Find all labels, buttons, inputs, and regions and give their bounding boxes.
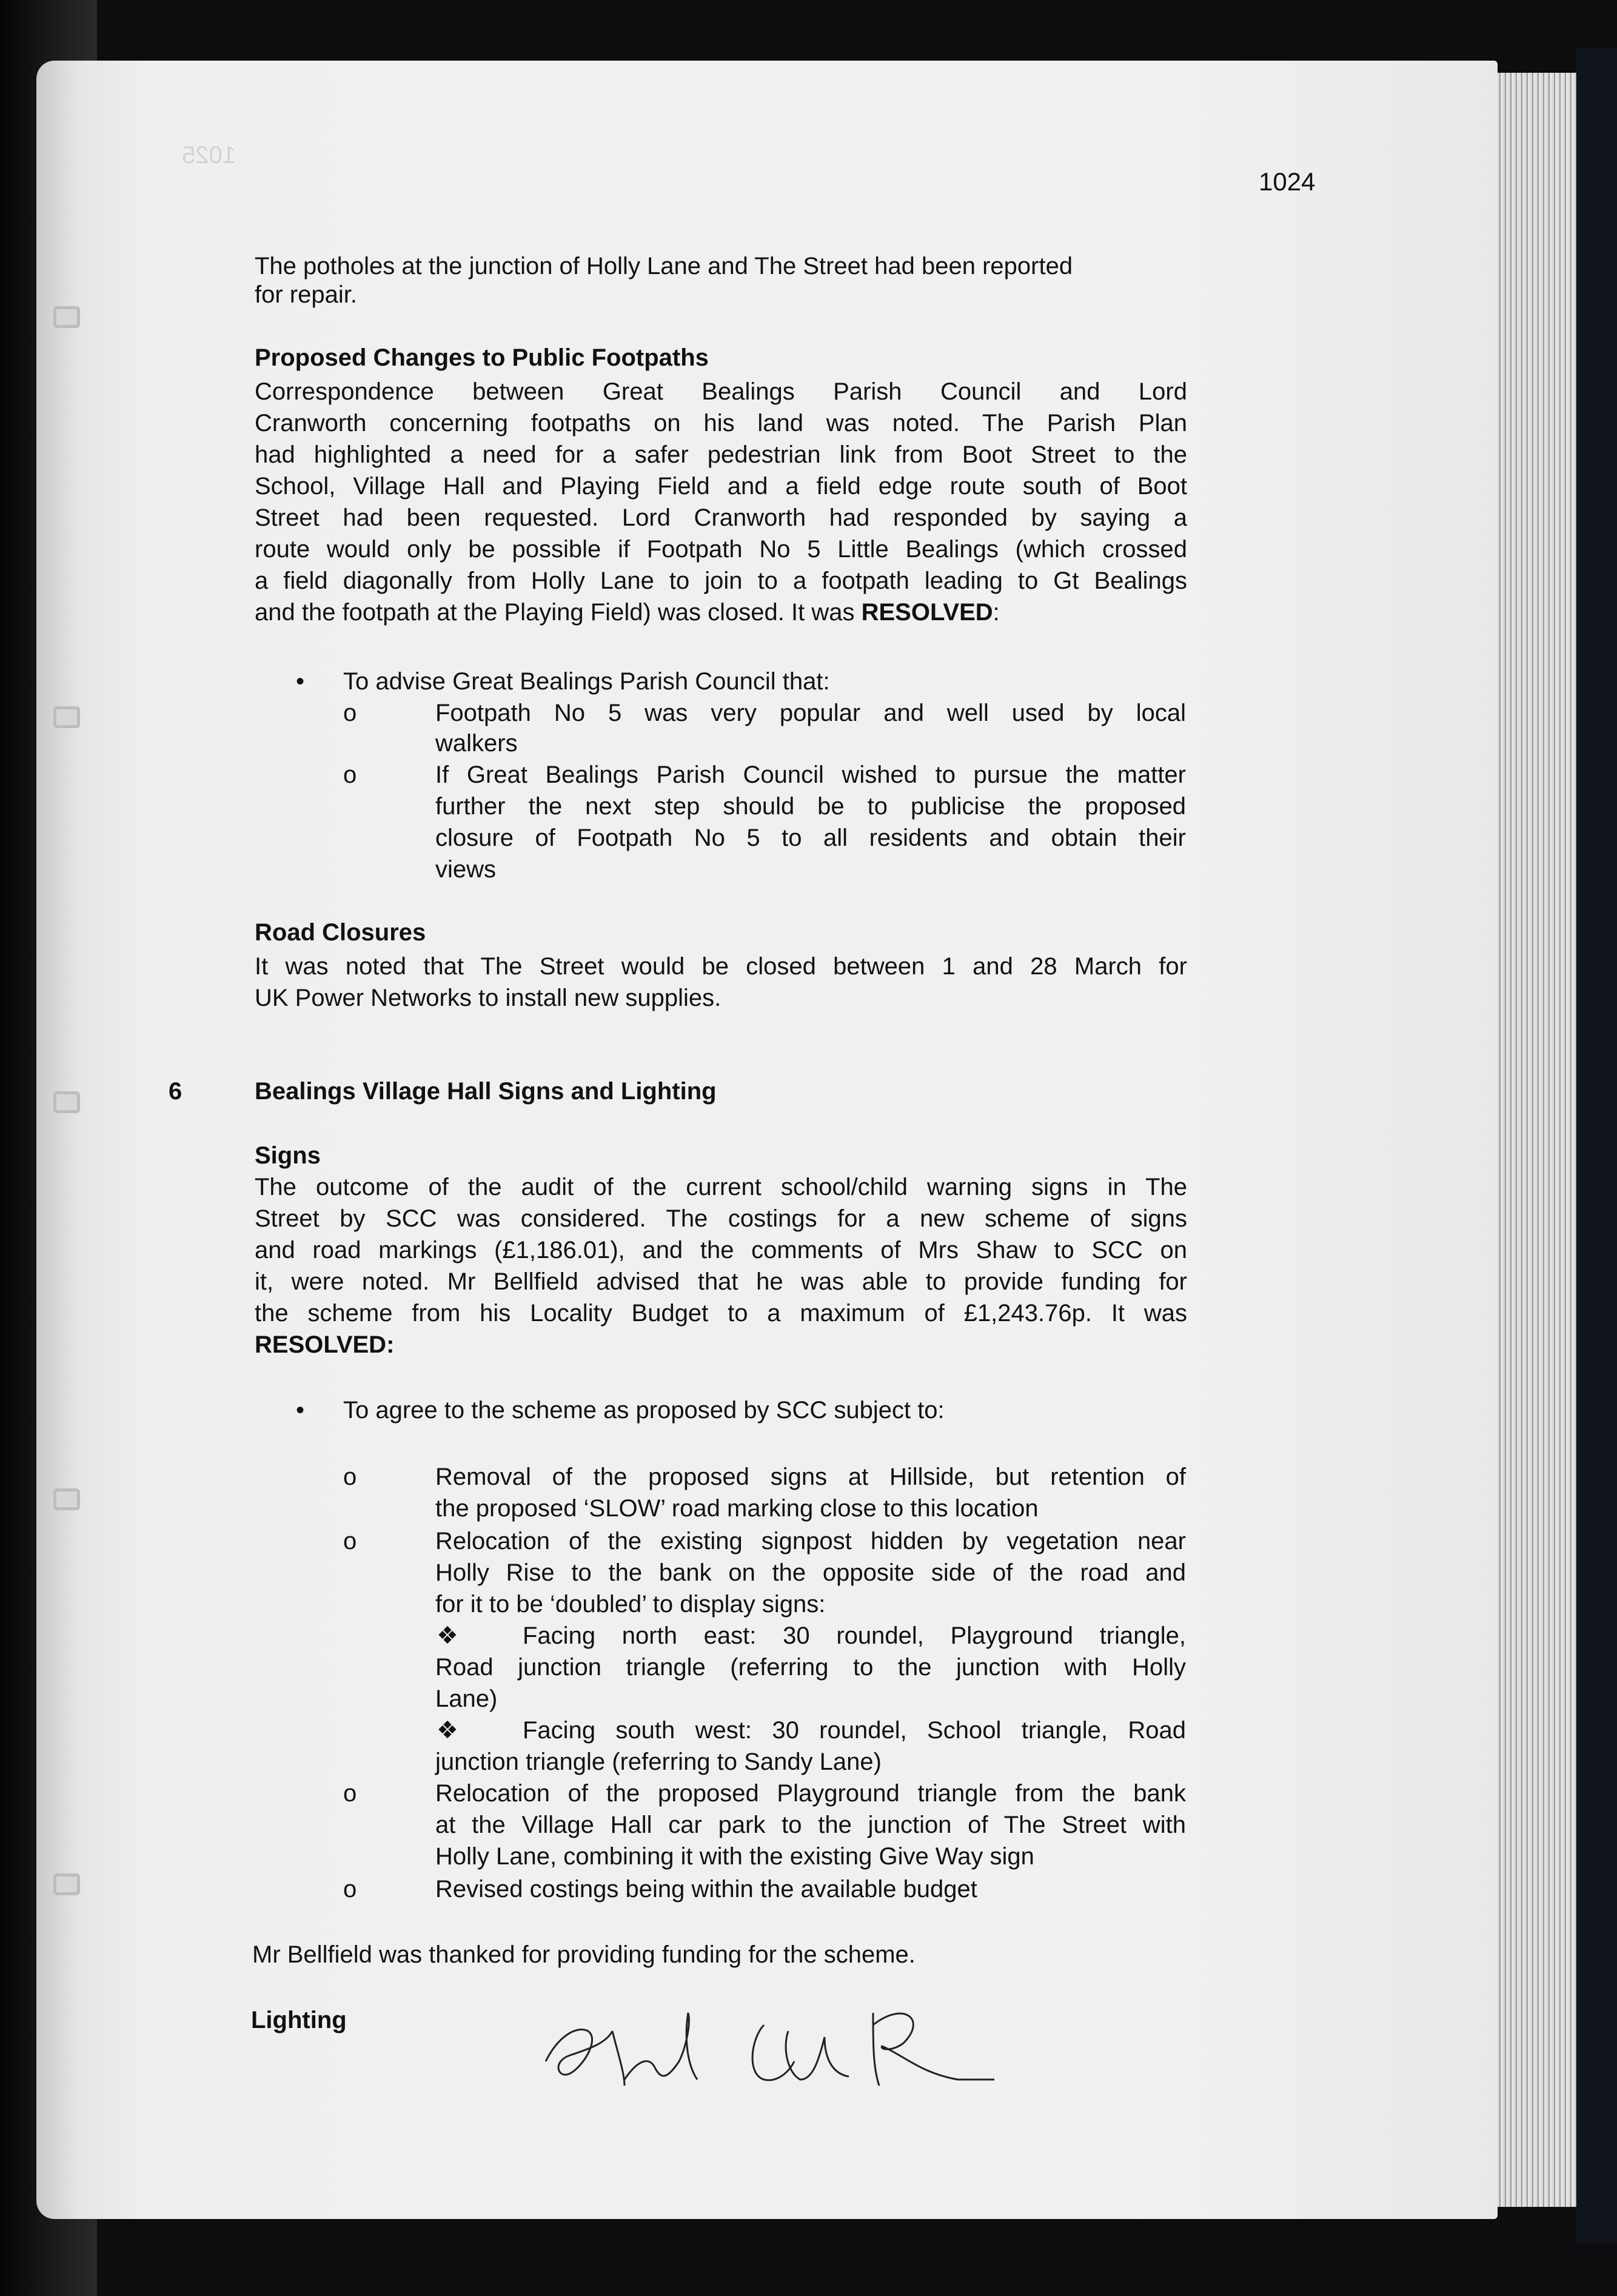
footpaths-heading: Proposed Changes to Public Footpaths <box>255 344 709 371</box>
footpaths-line: had highlighted a need for a safer pedestrian link from Boot Street to the <box>255 441 1187 468</box>
signs-line: and road markings (£1,186.01), and the comments of Mrs Shaw to SCC on <box>255 1237 1187 1263</box>
footpaths-sub-item: further the next step should be to publicise the proposed <box>435 793 1186 820</box>
road-closures-line: It was noted that The Street would be closed between 1 and 28 March for <box>255 953 1187 980</box>
signs-sub-item: the proposed ‘SLOW’ road marking close to this location <box>435 1495 1039 1522</box>
signs-line: the scheme from his Locality Budget to a maximum of £1,243.76p. It was <box>255 1300 1187 1327</box>
footpaths-line: route would only be possible if Footpath No 5 Little Bealings (which crossed <box>255 536 1187 563</box>
signature <box>534 1989 1067 2104</box>
circle-glyph: o <box>343 1780 357 1807</box>
circle-glyph: o <box>343 761 357 788</box>
signs-sub-item: Relocation of the proposed Playground triangle from the bank <box>435 1780 1186 1807</box>
circle-glyph: o <box>343 700 357 726</box>
diamond-glyph: ❖ <box>437 1622 458 1649</box>
footpaths-sub-item: Footpath No 5 was very popular and well used by local <box>435 700 1186 726</box>
thanks-line: Mr Bellfield was thanked for providing funding for the scheme. <box>252 1941 916 1968</box>
signs-resolved: RESOLVED: <box>255 1331 395 1358</box>
signs-sub-item: Holly Lane, combining it with the existing Give Way sign <box>435 1843 1034 1870</box>
signs-line: The outcome of the audit of the current school/child warning signs in The <box>255 1174 1187 1200</box>
footpaths-line: Correspondence between Great Bealings Parish Council and Lord <box>255 378 1187 405</box>
lighting-heading: Lighting <box>251 2007 347 2033</box>
bleed-page-number: 1025 <box>182 142 236 169</box>
footpaths-bullet: To advise Great Bealings Parish Council that: <box>343 668 830 695</box>
footpaths-sub-item: If Great Bealings Parish Council wished to pursue the matter <box>435 761 1186 788</box>
circle-glyph: o <box>343 1876 357 1903</box>
footpaths-resolved-line <box>255 597 1000 628</box>
intro-line: for repair. <box>255 281 357 308</box>
diamond-item: Road junction triangle (referring to the junction with Holly <box>435 1654 1186 1681</box>
signs-sub-item: Relocation of the existing signpost hidden by vegetation near <box>435 1528 1186 1555</box>
road-closures-line: UK Power Networks to install new supplies. <box>255 985 721 1011</box>
footpaths-sub-item: walkers <box>435 730 518 757</box>
signs-bullet: To agree to the scheme as proposed by SCC subject to: <box>343 1397 945 1424</box>
road-closures-heading: Road Closures <box>255 919 426 946</box>
signs-sub-item: Removal of the proposed signs at Hillside, but retention of <box>435 1464 1186 1490</box>
signs-sub-item: Revised costings being within the available budget <box>435 1876 977 1903</box>
signs-heading: Signs <box>255 1142 321 1169</box>
footpaths-line: a field diagonally from Holly Lane to join to a footpath leading to Gt Bealings <box>255 567 1187 594</box>
diamond-item: Facing north east: 30 roundel, Playground triangle, <box>523 1622 1186 1649</box>
circle-glyph: o <box>343 1528 357 1555</box>
item-number: 6 <box>169 1078 182 1105</box>
item-heading: Bealings Village Hall Signs and Lighting <box>255 1078 717 1105</box>
signs-sub-item: at the Village Hall car park to the junction of The Street with <box>435 1812 1186 1838</box>
footpaths-line: School, Village Hall and Playing Field and a field edge route south of Boot <box>255 473 1187 500</box>
footpaths-sub-item: views <box>435 856 497 883</box>
diamond-item: Facing south west: 30 roundel, School triangle, Road <box>523 1717 1186 1744</box>
footpaths-sub-item: closure of Footpath No 5 to all residents and obtain their <box>435 825 1186 851</box>
diamond-item: junction triangle (referring to Sandy Lane) <box>435 1749 882 1775</box>
intro-line: The potholes at the junction of Holly Lane and The Street had been reported <box>255 253 1073 279</box>
diamond-item: Lane) <box>435 1685 498 1712</box>
bullet-glyph: • <box>296 668 305 695</box>
page-number: 1024 <box>1259 167 1316 196</box>
footpaths-line: Street had been requested. Lord Cranworth had responded by saying a <box>255 504 1187 531</box>
signs-sub-item: Holly Rise to the bank on the opposite side of the road and <box>435 1559 1186 1586</box>
circle-glyph: o <box>343 1464 357 1490</box>
signs-line: Street by SCC was considered. The costings for a new scheme of signs <box>255 1205 1187 1232</box>
resolved-text: and the footpath at the Playing Field) was closed. It was RESOLVED: <box>255 599 1000 626</box>
footpaths-line: Cranworth concerning footpaths on his land was noted. The Parish Plan <box>255 410 1187 437</box>
signs-sub-item: for it to be ‘doubled’ to display signs: <box>435 1591 826 1618</box>
signs-line: it, were noted. Mr Bellfield advised that he was able to provide funding for <box>255 1268 1187 1295</box>
bullet-glyph: • <box>296 1397 305 1424</box>
diamond-glyph: ❖ <box>437 1717 458 1744</box>
